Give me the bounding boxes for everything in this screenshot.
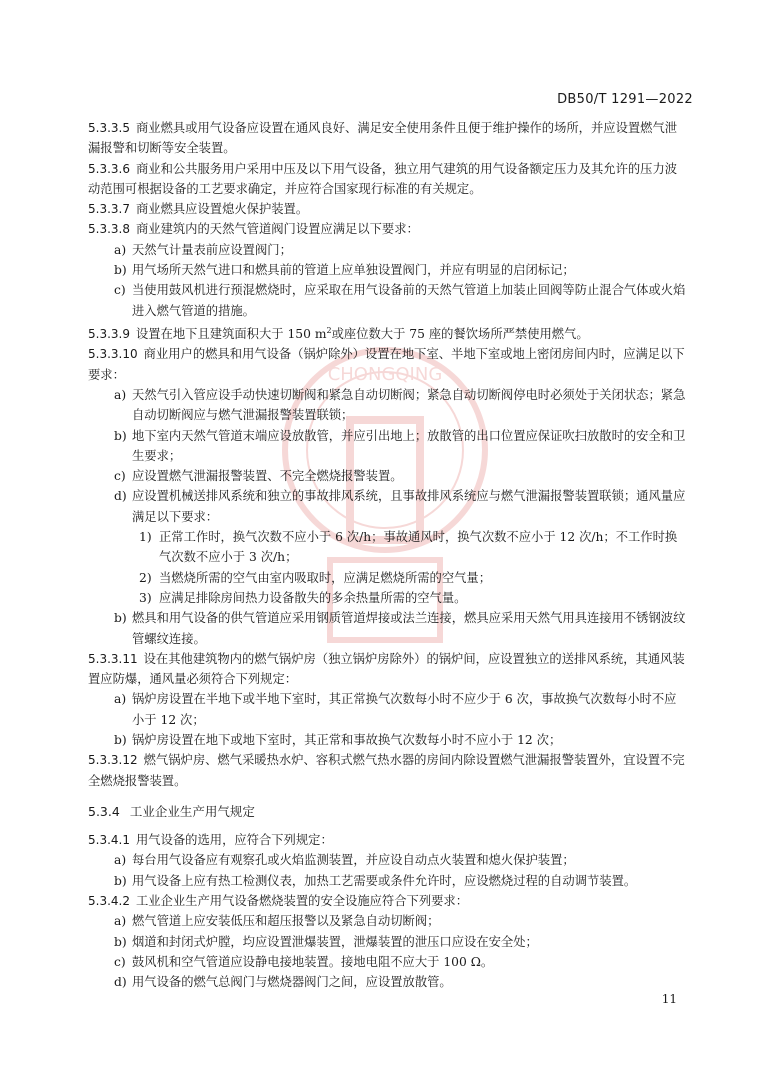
list-item [88,608,688,649]
sub-list-item [88,527,688,568]
list-marker: a) [114,387,127,402]
list-text: 天然气计量表前应设置阀门； [132,242,292,257]
clause-number: 5.3.3.9 [88,327,130,342]
clause-5-3-3-10 [88,344,688,385]
list-marker: c) [114,283,126,298]
clause-5-3-3-6 [88,159,688,200]
clause-number: 5.3.3.6 [88,161,130,176]
list-text: 用气设备的燃气总阀门与燃烧器阀门之间，应设置放散管。 [132,975,452,990]
list-text: 当使用鼓风机进行预混燃烧时，应采取在用气设备前的天然气管道上加装止回阀等防止混合气体或火焰进入燃气管道的措施。 [132,283,686,318]
clause-5-3-4-2 [88,891,688,911]
sub-list-item [88,588,688,608]
list-marker: 1) [139,530,152,545]
list-item [88,952,688,972]
list-item [88,260,688,280]
list-marker: c) [114,469,126,484]
clause-5-3-3-5 [88,118,688,159]
list-item [88,850,688,870]
clause-number: 5.3.3.12 [88,753,138,768]
list-text: 烟道和封闭式炉膛，均应设置泄爆装置，泄爆装置的泄压口应设在安全处； [132,934,538,949]
clause-5-3-3-9 [88,321,688,344]
clause-number: 5.3.4.1 [88,833,130,848]
list-item [88,385,688,426]
clause-number: 5.3.3.5 [88,121,130,135]
clause-5-3-3-7 [88,199,688,219]
list-text: 燃具和用气设备的供气管道应采用钢质管道焊接或法兰连接，燃具应采用天然气用具连接用不锈钢波纹管螺纹连接。 [132,611,686,646]
clause-text-post: 或座位数大于 75 座的餐饮场所严禁使用燃气。 [331,327,589,342]
list-marker: c) [114,954,126,969]
list-item [88,486,688,527]
list-marker: b) [114,934,127,949]
list-text: 锅炉房设置在半地下或半地下室时，其正常换气次数每小时不应少于 6 次，事故换气次数每小时不应小于 12 次； [132,692,677,727]
list-item [88,972,688,992]
clause-number: 5.3.3.11 [88,651,138,666]
clause-number: 5.3.3.8 [88,222,130,237]
list-text: 天然气引入管应设手动快速切断阀和紧急自动切断阀；紧急自动切断阀停电时必须处于关闭状态；紧急自动切断阀应与燃气泄漏报警装置联锁； [132,387,686,423]
list-marker: a) [114,914,127,929]
list-text: 应设置燃气泄漏报警装置、不完全燃烧报警装置。 [132,469,403,484]
list-marker: a) [114,692,127,707]
list-marker: b) [114,733,127,747]
clause-text: 燃气锅炉房、燃气采暖热水炉、容积式燃气热水器的房间内除设置燃气泄漏报警装置外，宜设置不完全燃烧报警装置。 [88,753,685,788]
list-item [88,689,688,730]
list-item [88,466,688,486]
list-item [88,240,688,260]
list-text: 锅炉房设置在地下或地下室时，其正常和事故换气次数每小时不应小于 12 次； [132,733,562,747]
sub-list-item [88,568,688,588]
document-body [88,118,688,993]
document-code: DB50/T 1291—2022 [557,92,693,107]
list-text: 地下室内天然气管道末端应设放散管，并应引出地上；放散管的出口位置应保证吹扫放散时的安全和卫生要求； [132,428,686,463]
clause-text: 商业和公共服务用户采用中压及以下用气设备，独立用气建筑的用气设备额定压力及其允许的压力波动范围可根据设备的工艺要求确定，并应符合国家现行标准的有关规定。 [88,161,678,196]
list-text: 当燃烧所需的空气由室内吸取时，应满足燃烧所需的空气量； [159,570,492,585]
watermark-text: CHONGQING [327,364,443,385]
list-text: 用气设备上应有热工检测仪表，加热工艺需要或条件允许时，应设燃烧过程的自动调节装置。 [132,873,637,888]
list-marker: b) [114,611,127,626]
clause-text: 设在其他建筑物内的燃气锅炉房（独立锅炉房除外）的锅炉间，应设置独立的送排风系统，其通风装置应防爆，通风量必须符合下列规定： [88,651,685,687]
list-marker: a) [114,242,127,257]
superscript: 2 [326,325,332,335]
clause-text: 商业用户的燃具和用气设备（锅炉除外）设置在地下室、半地下室或地上密闭房间内时，应满足以下要求： [88,347,685,382]
clause-text-pre: 设置在地下且建筑面积大于 150 m [135,327,327,342]
list-item [88,730,688,750]
list-marker: a) [114,853,127,868]
clause-text: 商业建筑内的天然气管道阀门设置应满足以下要求： [135,222,419,237]
clause-5-3-4-1 [88,830,688,850]
list-text: 应设置机械送排风系统和独立的事故排风系统，且事故排风系统应与燃气泄漏报警装置联锁；通风量应满足以下要求： [132,489,686,524]
clause-5-3-3-8 [88,219,688,239]
clause-5-3-3-12 [88,750,688,791]
list-text: 用气场所天然气进口和燃具前的管道上应单独设置阀门，并应有明显的启闭标记； [132,263,575,278]
clause-number: 5.3.3.10 [88,347,138,362]
list-marker: 3) [139,590,152,605]
list-marker: b) [114,263,127,278]
list-marker: 2) [139,570,152,585]
list-marker: d) [114,975,127,990]
list-item [88,871,688,891]
section-number: 5.3.4 [88,803,120,819]
list-item [88,280,688,321]
list-text: 每台用气设备应有观察孔或火焰监测装置，并应设自动点火装置和熄火保护装置； [132,853,575,868]
clause-text: 商业燃具应设置熄火保护装置。 [135,202,309,217]
list-text: 正常工作时，换气次数不应小于 6 次/h；事故通风时，换气次数不应小于 12 次/h；不工作时换气次数不应小于 3 次/h； [159,530,678,565]
list-item [88,911,688,931]
list-text: 燃气管道上应安装低压和超压报警以及紧急自动切断阀； [132,914,440,929]
list-text: 应满足排除房间热力设备散失的多余热量所需的空气量。 [159,590,467,605]
clause-text: 用气设备的选用，应符合下列规定： [135,833,333,848]
clause-5-3-3-11 [88,649,688,690]
section-heading [88,802,688,822]
clause-text: 商业燃具或用气设备应设置在通风良好、满足安全使用条件且便于维护操作的场所，并应设置燃气泄漏报警和切断等安全装置。 [88,121,678,156]
list-text: 鼓风机和空气管道应设静电接地装置。接地电阻不应大于 100 Ω。 [132,954,494,969]
list-marker: b) [114,873,127,888]
list-item [88,932,688,952]
section-title: 工业企业生产用气规定 [129,803,255,819]
list-marker: b) [114,428,127,443]
list-marker: d) [114,489,127,504]
clause-number: 5.3.4.2 [88,894,130,909]
page-number: 11 [661,992,677,1006]
list-item [88,426,688,467]
clause-number: 5.3.3.7 [88,202,130,217]
clause-text: 工业企业生产用气设备燃烧装置的安全设施应符合下列要求： [135,894,469,909]
